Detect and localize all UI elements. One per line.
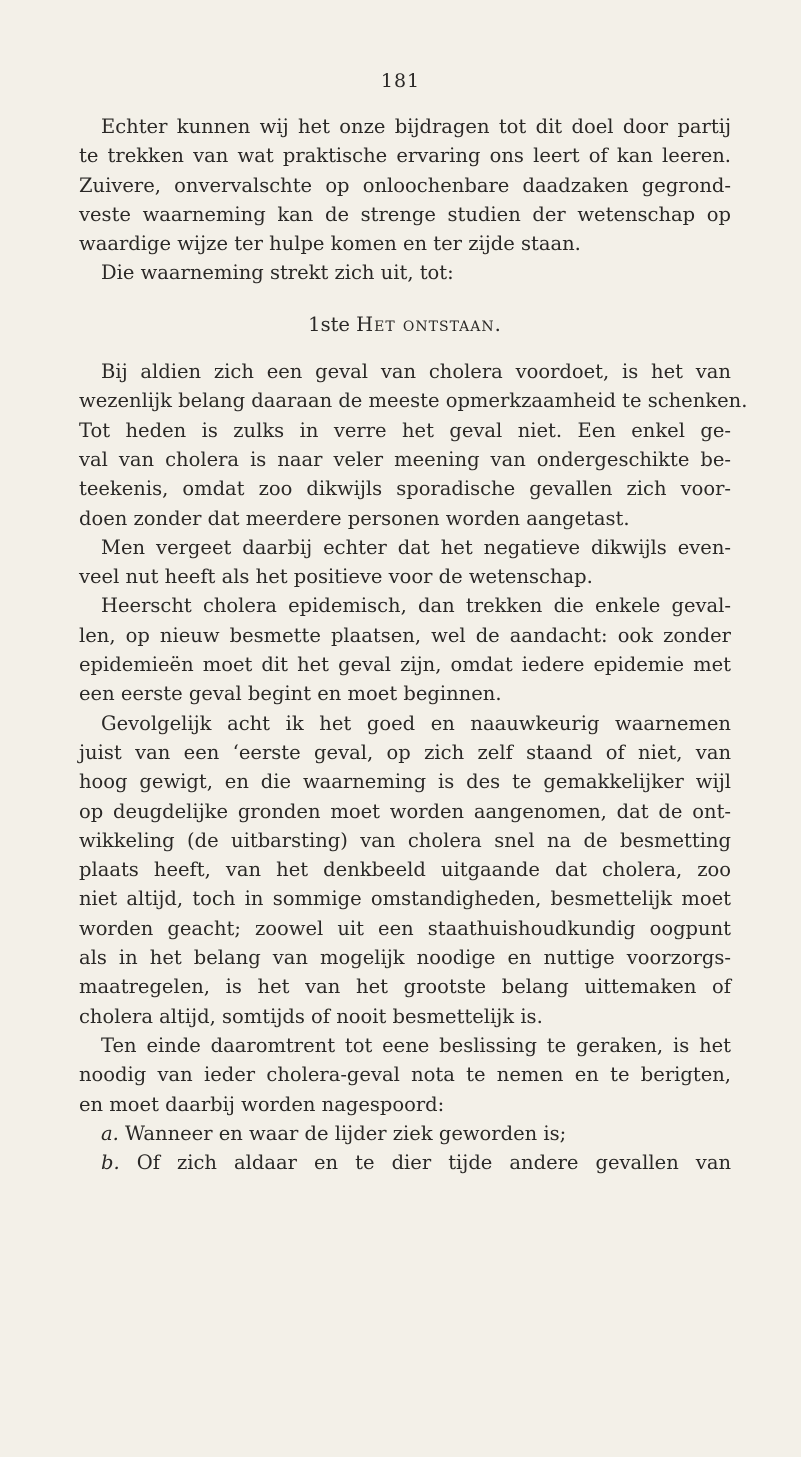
text-line: een eerste geval begint en moet beginnen. [79, 682, 502, 706]
page-number: 181 [380, 70, 421, 92]
text-line: val van cholera is naar veler meening van ondergeschikte be- [79, 447, 731, 471]
text-line: Ten einde daaromtrent tot eene beslissing te geraken, is het [101, 1033, 731, 1057]
text-line: niet altijd, toch in sommige omstandigheden, besmettelijk moet [79, 887, 731, 911]
list-item-b [79, 1148, 731, 1177]
text-line: hoog gewigt, en die waarneming is des te gemakkelijker wijl [79, 770, 731, 794]
list-item-letter: b. [101, 1151, 120, 1175]
text-line: teekenis, omdat zoo dikwijls sporadische gevallen zich voor- [79, 477, 731, 501]
text-line: juist van een ‘eerste geval, op zich zelf staand of niet, van [79, 740, 731, 764]
section-title: Het ontstaan. [356, 312, 502, 336]
text-line: Echter kunnen wij het onze bijdragen tot dit doel door partij [101, 115, 731, 138]
list-item-text: Wanneer en waar de lijder ziek geworden is; [125, 1121, 567, 1145]
text-line: Tot heden is zulks in verre het geval niet. Een enkel ge- [79, 418, 731, 442]
text-line: te trekken van wat praktische ervaring ons leert of kan leeren. [79, 144, 731, 168]
text-line: Zuivere, onvervalschte op onloochenbare daadzaken gegrond- [79, 173, 731, 197]
section-number: 1ste [308, 312, 350, 336]
text-line: Men vergeet daarbij echter dat het negatieve dikwijls even- [101, 535, 731, 559]
text-line: Bij aldien zich een geval van cholera voordoet, is het van [101, 360, 731, 384]
text-line: veel nut heeft als het positieve voor de wetenschap. [79, 565, 593, 589]
text-line: als in het belang van mogelijk noodige en nuttige voorzorgs- [79, 946, 731, 970]
text-line: noodig van ieder cholera-geval nota te nemen en te berigten, [79, 1063, 731, 1087]
text-line: Die waarneming strekt zich uit, tot: [101, 261, 454, 285]
text-line: waardige wijze ter hulpe komen en ter zijde staan. [79, 232, 581, 256]
text-line: epidemieën moet dit het geval zijn, omdat iedere epidemie met [79, 653, 731, 677]
text-line: cholera altijd, somtijds of nooit besmettelijk is. [79, 1004, 543, 1028]
text-line: Heerscht cholera epidemisch, dan trekken die enkele geval- [101, 594, 731, 618]
text-line: plaats heeft, van het denkbeeld uitgaande dat cholera, zoo [79, 858, 731, 882]
list-item-a [79, 1119, 731, 1148]
text-line: Gevolgelijk acht ik het goed en naauwkeurig waarnemen [101, 711, 731, 735]
text-line: en moet daarbij worden nagespoord: [79, 1092, 445, 1116]
text-line: maatregelen, is het van het grootste belang uittemaken of [79, 975, 731, 999]
list-item-letter: a. [101, 1121, 119, 1145]
page-text [79, 112, 748, 1177]
text-line: op deugdelijke gronden moet worden aangenomen, dat de ont- [79, 799, 731, 823]
text-line: veste waarneming kan de strenge studien der wetenschap op [79, 202, 731, 226]
text-line: len, op nieuw besmette plaatsen, wel de aandacht: ook zonder [79, 623, 731, 647]
text-line: wezenlijk belang daaraan de meeste opmerkzaamheid te schenken. [79, 389, 748, 413]
section-heading [79, 310, 731, 339]
text-line: doen zonder dat meerdere personen worden aangetast. [79, 506, 630, 530]
text-line: wikkeling (de uitbarsting) van cholera snel na de besmetting [79, 828, 731, 852]
text-line: worden geacht; zoowel uit een staathuishoudkundig oogpunt [79, 916, 731, 940]
list-item-text: Of zich aldaar en te dier tijde andere gevallen van [136, 1151, 732, 1175]
